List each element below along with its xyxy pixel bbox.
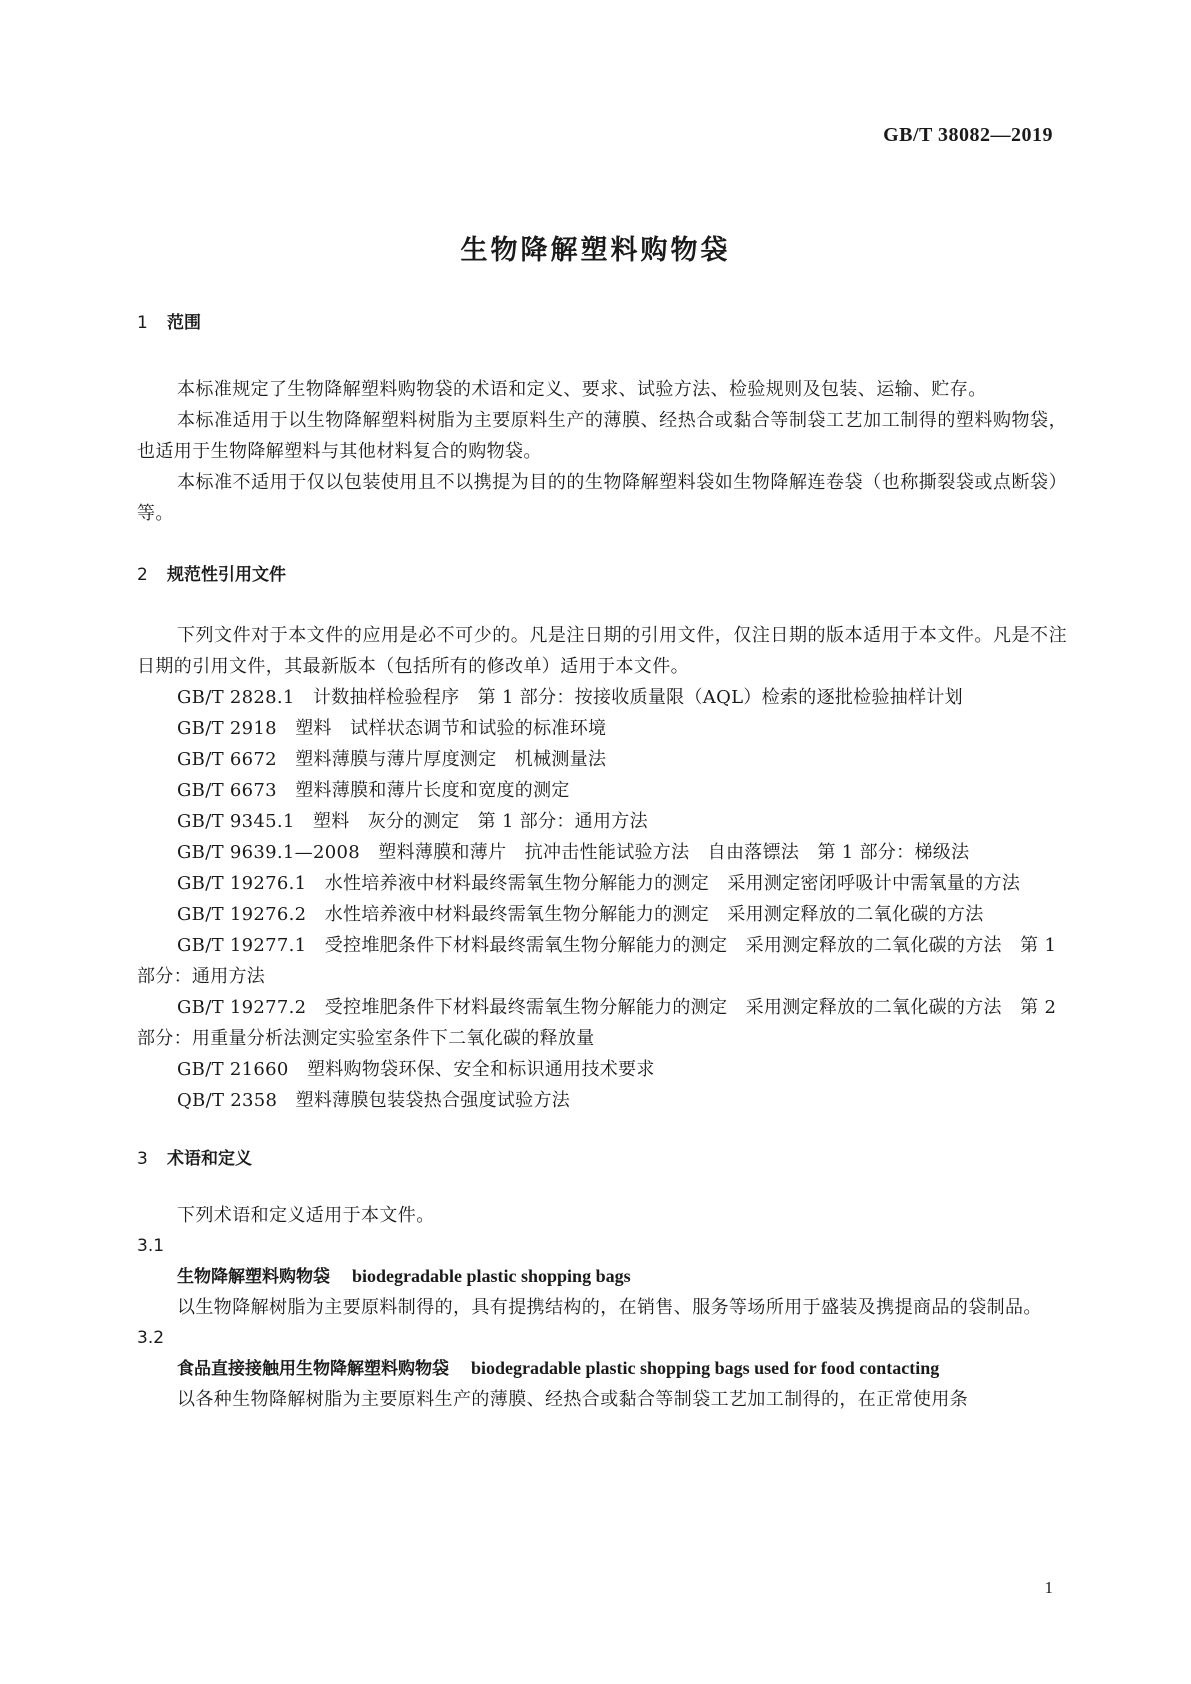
- term-definition: 以生物降解树脂为主要原料制得的，具有提携结构的，在销售、服务等场所用于盛装及携提商品的袋制品。: [177, 1297, 1042, 1318]
- term-english: biodegradable plastic shopping bags: [352, 1266, 631, 1286]
- reference-entry: GB/T 6673 塑料薄膜和薄片长度和宽度的测定: [177, 780, 570, 801]
- term-chinese: 生物降解塑料购物袋: [177, 1267, 330, 1287]
- term-entry: [137, 1261, 1067, 1292]
- standard-code: GB/T 38082—2019: [883, 124, 1053, 146]
- term-chinese: 食品直接接触用生物降解塑料购物袋: [177, 1359, 449, 1379]
- reference-entry: GB/T 19277.2 受控堆肥条件下材料最终需氧生物分解能力的测定 采用测定释放的二氧化碳的方法 第 2 部分：用重量分析法测定实验室条件下二氧化碳的释放量: [137, 997, 1063, 1049]
- reference-entry: GB/T 2918 塑料 试样状态调节和试验的标准环境: [177, 718, 607, 739]
- document-body: [137, 310, 1067, 1415]
- page-number: 1: [1044, 1578, 1053, 1597]
- term-entry: [137, 1353, 1067, 1384]
- reference-entry: GB/T 19276.1 水性培养液中材料最终需氧生物分解能力的测定 采用测定密闭呼吸计中需氧量的方法: [177, 873, 1021, 894]
- reference-entry: GB/T 6672 塑料薄膜与薄片厚度测定 机械测量法: [177, 749, 607, 770]
- paragraph: 本标准规定了生物降解塑料购物袋的术语和定义、要求、试验方法、检验规则及包装、运输、贮存。: [177, 379, 987, 400]
- section-title: 术语和定义: [167, 1149, 252, 1169]
- paragraph: 下列术语和定义适用于本文件。: [177, 1205, 435, 1226]
- term-english: biodegradable plastic shopping bags used for food contacting: [471, 1358, 940, 1378]
- reference-entry: GB/T 21660 塑料购物袋环保、安全和标识通用技术要求: [177, 1059, 655, 1080]
- document-title: 生物降解塑料购物袋: [460, 235, 731, 266]
- section-title: 范围: [167, 313, 201, 333]
- reference-entry: GB/T 9345.1 塑料 灰分的测定 第 1 部分：通用方法: [177, 811, 648, 832]
- term-number: 3.2: [137, 1328, 165, 1348]
- section-heading-terms-definitions: [137, 1146, 1067, 1172]
- term-definition: 以各种生物降解树脂为主要原料生产的薄膜、经热合或黏合等制袋工艺加工制得的，在正常使用条: [177, 1389, 969, 1410]
- paragraph: 下列文件对于本文件的应用是必不可少的。凡是注日期的引用文件，仅注日期的版本适用于本文件。凡是不注日期的引用文件，其最新版本（包括所有的修改单）适用于本文件。: [137, 625, 1067, 677]
- reference-entry: GB/T 19276.2 水性培养液中材料最终需氧生物分解能力的测定 采用测定释放的二氧化碳的方法: [177, 904, 984, 925]
- section-heading-normative-references: [137, 562, 1067, 588]
- section-number: 1: [137, 313, 148, 333]
- paragraph: 本标准不适用于仅以包装使用且不以携提为目的的生物降解塑料袋如生物降解连卷袋（也称撕裂袋或点断袋）等。: [137, 472, 1067, 524]
- section-number: 2: [137, 565, 148, 585]
- paragraph: 本标准适用于以生物降解塑料树脂为主要原料生产的薄膜、经热合或黏合等制袋工艺加工制得的塑料购物袋，也适用于生物降解塑料与其他材料复合的购物袋。: [137, 410, 1067, 462]
- term-number: 3.1: [137, 1236, 165, 1256]
- reference-entry: GB/T 9639.1—2008 塑料薄膜和薄片 抗冲击性能试验方法 自由落镖法 第 1 部分：梯级法: [177, 842, 970, 863]
- section-number: 3: [137, 1149, 148, 1169]
- section-heading-scope: [137, 310, 1067, 336]
- reference-entry: QB/T 2358 塑料薄膜包装袋热合强度试验方法: [177, 1090, 571, 1111]
- reference-entry: GB/T 2828.1 计数抽样检验程序 第 1 部分：按接收质量限（AQL）检索的逐批检验抽样计划: [177, 687, 963, 708]
- reference-entry: GB/T 19277.1 受控堆肥条件下材料最终需氧生物分解能力的测定 采用测定释放的二氧化碳的方法 第 1 部分：通用方法: [137, 935, 1063, 987]
- section-title: 规范性引用文件: [167, 565, 286, 585]
